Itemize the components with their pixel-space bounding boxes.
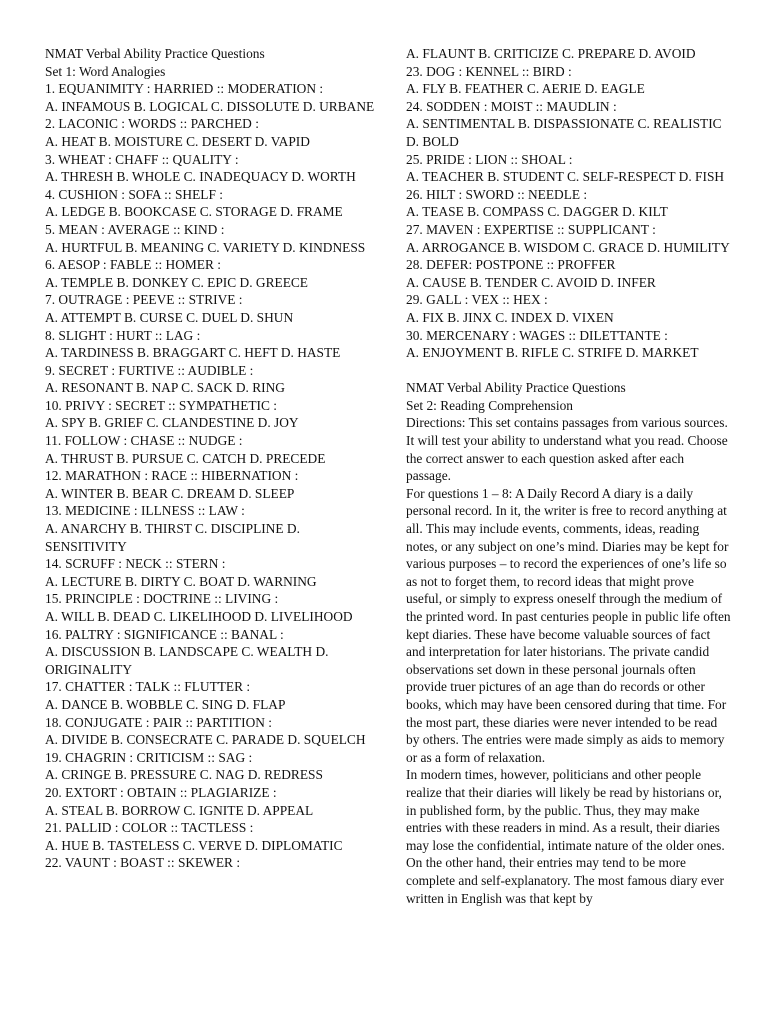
text-line: 18. CONJUGATE : PAIR :: PARTITION : — [45, 714, 272, 730]
text-paragraph: Directions: This set contains passages from various sources. It will test your ability to understand what you read. Choose the correct answer to each question asked after each passage. — [406, 415, 728, 484]
text-line: A. INFAMOUS B. LOGICAL C. DISSOLUTE D. URBANE — [45, 98, 375, 114]
text-line: A. FLAUNT B. CRITICIZE C. PREPARE D. AVOID — [406, 46, 696, 61]
text-line: 25. PRIDE : LION :: SHOAL : — [406, 151, 573, 167]
text-line: A. LEDGE B. BOOKCASE C. STORAGE D. FRAME — [45, 204, 343, 220]
text-line: 24. SODDEN : MOIST :: MAUDLIN : — [406, 98, 617, 114]
text-line: A. ENJOYMENT B. RIFLE C. STRIFE D. MARKET — [406, 345, 699, 361]
text-line: 7. OUTRAGE : PEEVE :: STRIVE : — [45, 292, 243, 308]
text-line: 13. MEDICINE : ILLNESS :: LAW : — [45, 503, 245, 519]
text-line: A. SPY B. GRIEF C. CLANDESTINE D. JOY — [45, 415, 299, 431]
text-line: 2. LACONIC : WORDS :: PARCHED : — [45, 116, 259, 132]
text-line: A. TEACHER B. STUDENT C. SELF-RESPECT D. FISH — [406, 169, 725, 185]
text-line: A. ANARCHY B. THIRST C. DISCIPLINE D. SENSITIVITY — [45, 521, 300, 554]
text-line: A. SENTIMENTAL B. DISPASSIONATE C. REALISTIC D. BOLD — [406, 116, 722, 149]
text-line: 16. PALTRY : SIGNIFICANCE :: BANAL : — [45, 626, 284, 642]
text-line: 5. MEAN : AVERAGE :: KIND : — [45, 221, 225, 237]
text-line: A. HUE B. TASTELESS C. VERVE D. DIPLOMATIC — [45, 837, 343, 853]
text-line: A. TEASE B. COMPASS C. DAGGER D. KILT — [406, 204, 668, 220]
text-line: A. CAUSE B. TENDER C. AVOID D. INFER — [406, 274, 656, 290]
text-line: 26. HILT : SWORD :: NEEDLE : — [406, 186, 588, 202]
text-line: A. FIX B. JINX C. INDEX D. VIXEN — [406, 309, 614, 325]
text-line: A. TEMPLE B. DONKEY C. EPIC D. GREECE — [45, 274, 308, 290]
text-line: 10. PRIVY : SECRET :: SYMPATHETIC : — [45, 397, 278, 413]
text-line: 19. CHAGRIN : CRITICISM :: SAG : — [45, 749, 253, 765]
text-line: Set 1: Word Analogies — [45, 63, 166, 79]
text-line: 20. EXTORT : OBTAIN :: PLAGIARIZE : — [45, 784, 277, 800]
text-line: A. DIVIDE B. CONSECRATE C. PARADE D. SQUELCH — [45, 732, 366, 748]
text-line: 28. DEFER: POSTPONE :: PROFFER — [406, 257, 616, 273]
text-line: 6. AESOP : FABLE :: HOMER : — [45, 257, 221, 273]
text-line: A. HEAT B. MOISTURE C. DESERT D. VAPID — [45, 133, 310, 149]
text-line: 23. DOG : KENNEL :: BIRD : — [406, 63, 572, 79]
text-line: A. WINTER B. BEAR C. DREAM D. SLEEP — [45, 485, 295, 501]
text-paragraph: In modern times, however, politicians and other people realize that their diaries will likely be read by historians or, in published form, by the public. Thus, they may make entries with these readers in mind. As a result, their diaries may lose the confidential, intimate nature of the older ones. On the other hand, their entries may tend to be more complete and self-explanatory. The most famous diary ever written in English was that kept by — [406, 767, 725, 906]
text-line: A. DISCUSSION B. LANDSCAPE C. WEALTH D. ORIGINALITY — [45, 644, 329, 677]
text-line: A. TARDINESS B. BRAGGART C. HEFT D. HASTE — [45, 345, 341, 361]
text-line: A. CRINGE B. PRESSURE C. NAG D. REDRESS — [45, 767, 323, 783]
text-line: 14. SCRUFF : NECK :: STERN : — [45, 556, 226, 572]
text-line: A. THRESH B. WHOLE C. INADEQUACY D. WORTH — [45, 169, 356, 185]
text-line: 29. GALL : VEX :: HEX : — [406, 292, 548, 308]
text-line: A. ATTEMPT B. CURSE C. DUEL D. SHUN — [45, 309, 294, 325]
text-line: 17. CHATTER : TALK :: FLUTTER : — [45, 679, 251, 695]
text-line: 15. PRINCIPLE : DOCTRINE :: LIVING : — [45, 591, 279, 607]
text-line: A. STEAL B. BORROW C. IGNITE D. APPEAL — [45, 802, 314, 818]
text-paragraph: NMAT Verbal Ability Practice Questions — [406, 380, 626, 396]
text-line: A. DANCE B. WOBBLE C. SING D. FLAP — [45, 696, 286, 712]
right-column — [406, 45, 731, 907]
text-paragraph: Set 2: Reading Comprehension — [406, 397, 573, 413]
text-line: A. HURTFUL B. MEANING C. VARIETY D. KINDNESS — [45, 239, 366, 255]
text-line: NMAT Verbal Ability Practice Questions — [45, 46, 265, 61]
text-line: 21. PALLID : COLOR :: TACTLESS : — [45, 820, 254, 836]
text-line: A. WILL B. DEAD C. LIKELIHOOD D. LIVELIHOOD — [45, 609, 353, 624]
text-line: 4. CUSHION : SOFA :: SHELF : — [45, 186, 223, 202]
text-line: A. ARROGANCE B. WISDOM C. GRACE D. HUMILITY — [406, 239, 730, 255]
text-line: 12. MARATHON : RACE :: HIBERNATION : — [45, 468, 299, 484]
text-line: 1. EQUANIMITY : HARRIED :: MODERATION : — [45, 81, 324, 97]
text-line: 9. SECRET : FURTIVE :: AUDIBLE : — [45, 362, 254, 378]
text-line: A. RESONANT B. NAP C. SACK D. RING — [45, 380, 285, 396]
text-paragraph: For questions 1 – 8: A Daily Record A diary is a daily personal record. In it, the writer is free to record anything at all. This may include events, comments, ideas, reading notes, or any subject on one’s mind. Diaries may be kept for various purposes – to record the experiences of one’s life so as not to forget them, to record ideas that might prove useful, or simply to express oneself through the medium of the printed word. In past centuries people in public life often kept diaries. These have become valuable sources of fact and interpretation for later historians. The private candid observations set down in these personal journals often provide truer pictures of an age than do records or other books, which may have been censored during that time. For the most part, these diaries were never intended to be read by others. The entries were made simply as aids to memory or as a form of relaxation. — [406, 485, 731, 765]
text-line: 3. WHEAT : CHAFF :: QUALITY : — [45, 151, 239, 167]
left-column — [45, 45, 375, 872]
text-line: 22. VAUNT : BOAST :: SKEWER : — [45, 855, 241, 871]
text-line: A. LECTURE B. DIRTY C. BOAT D. WARNING — [45, 573, 317, 589]
text-line: A. FLY B. FEATHER C. AERIE D. EAGLE — [406, 81, 645, 97]
text-line: 27. MAVEN : EXPERTISE :: SUPPLICANT : — [406, 221, 656, 237]
section-spacer — [406, 362, 731, 380]
text-line: 11. FOLLOW : CHASE :: NUDGE : — [45, 433, 243, 449]
text-line: 8. SLIGHT : HURT :: LAG : — [45, 327, 201, 343]
text-line: A. THRUST B. PURSUE C. CATCH D. PRECEDE — [45, 450, 326, 466]
text-line: 30. MERCENARY : WAGES :: DILETTANTE : — [406, 327, 668, 343]
